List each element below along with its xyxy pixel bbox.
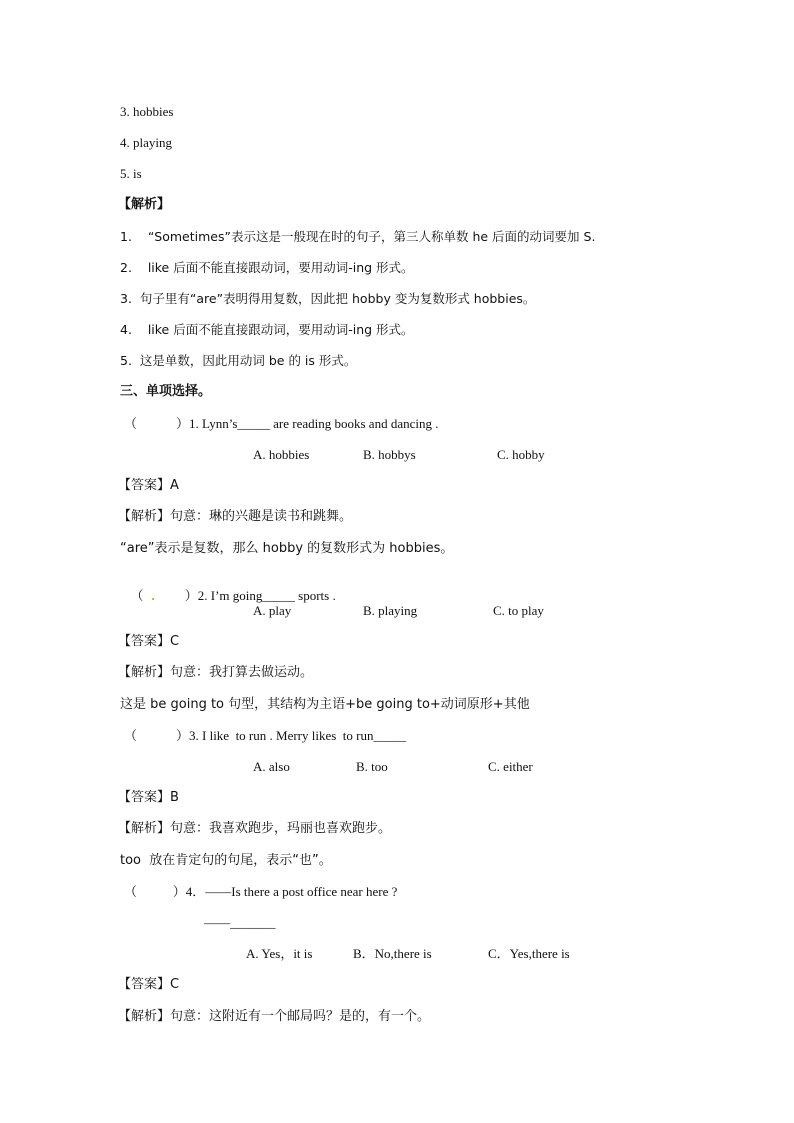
- question-4-reply: ——_______: [204, 915, 276, 930]
- question-2-extra: 这是 be going to 句型，其结构为主语+be going to+动词原形+其他: [120, 697, 530, 712]
- question-2-dot: .: [151, 588, 155, 603]
- prev-answer-4: 4. playing: [120, 135, 172, 150]
- question-2-option-b: B. playing: [363, 603, 418, 618]
- question-1-analysis: 【解析】句意：琳的兴趣是读书和跳舞。: [118, 509, 353, 524]
- analysis-item-1: 1. “Sometimes”表示这是一般现在时的句子，第三人称单数 he 后面的动词要加 S.: [120, 229, 596, 244]
- question-4-answer: 【答案】C: [118, 977, 180, 992]
- question-4-option-c: C．Yes,there is: [488, 946, 570, 961]
- question-3-extra: too 放在肯定句的句尾，表示“也”。: [120, 853, 332, 868]
- analysis-item-5: 5. 这是单数，因此用动词 be 的 is 形式。: [120, 353, 357, 368]
- question-3-analysis: 【解析】句意：我喜欢跑步，玛丽也喜欢跑步。: [118, 821, 392, 836]
- question-3-option-c: C. either: [488, 759, 533, 774]
- analysis-item-3: 3. 句子里有“are”表明得用复数，因此把 hobby 变为复数形式 hobbies。: [120, 291, 536, 306]
- question-1-option-c: C. hobby: [497, 447, 545, 462]
- section-title: 三、单项选择。: [120, 384, 212, 399]
- question-1-answer: 【答案】A: [118, 478, 179, 493]
- analysis-header: 【解析】: [118, 197, 171, 212]
- question-2-option-a: A. play: [253, 603, 292, 618]
- question-1-extra: “are”表示是复数，那么 hobby 的复数形式为 hobbies。: [120, 541, 454, 556]
- question-3-option-a: A. also: [253, 759, 290, 774]
- question-2-paren-left: （: [130, 588, 144, 603]
- question-4-stem: （ ）4．——Is there a post office near here ?: [124, 884, 398, 899]
- question-3-option-b: B. too: [356, 759, 388, 774]
- question-4-option-a: A. Yes，it is: [246, 946, 313, 961]
- question-2-answer: 【答案】C: [118, 634, 180, 649]
- question-3-stem: （ ）3. I like to run . Merry likes to run_____: [124, 728, 406, 743]
- prev-answer-5: 5. is: [120, 166, 142, 181]
- question-4-option-b: B．No,there is: [353, 946, 432, 961]
- question-2-stem: [124, 572, 336, 604]
- question-1-stem: （ ）1. Lynn’s_____ are reading books and dancing .: [124, 416, 439, 431]
- question-1-option-a: A. hobbies: [253, 447, 310, 462]
- question-2-option-c: C. to play: [493, 603, 544, 618]
- question-1-option-b: B. hobbys: [363, 447, 416, 462]
- question-3-answer: 【答案】B: [118, 790, 179, 805]
- prev-answer-3: 3. hobbies: [120, 104, 174, 119]
- question-2-analysis: 【解析】句意：我打算去做运动。: [118, 665, 314, 680]
- question-4-analysis: 【解析】句意：这附近有一个邮局吗？是的，有一个。: [118, 1009, 431, 1024]
- analysis-item-4: 4. like 后面不能直接跟动词，要用动词-ing 形式。: [120, 322, 414, 337]
- analysis-item-2: 2. like 后面不能直接跟动词，要用动词-ing 形式。: [120, 260, 414, 275]
- question-2-stem-text: ）2. I’m going_____ sports .: [184, 588, 336, 603]
